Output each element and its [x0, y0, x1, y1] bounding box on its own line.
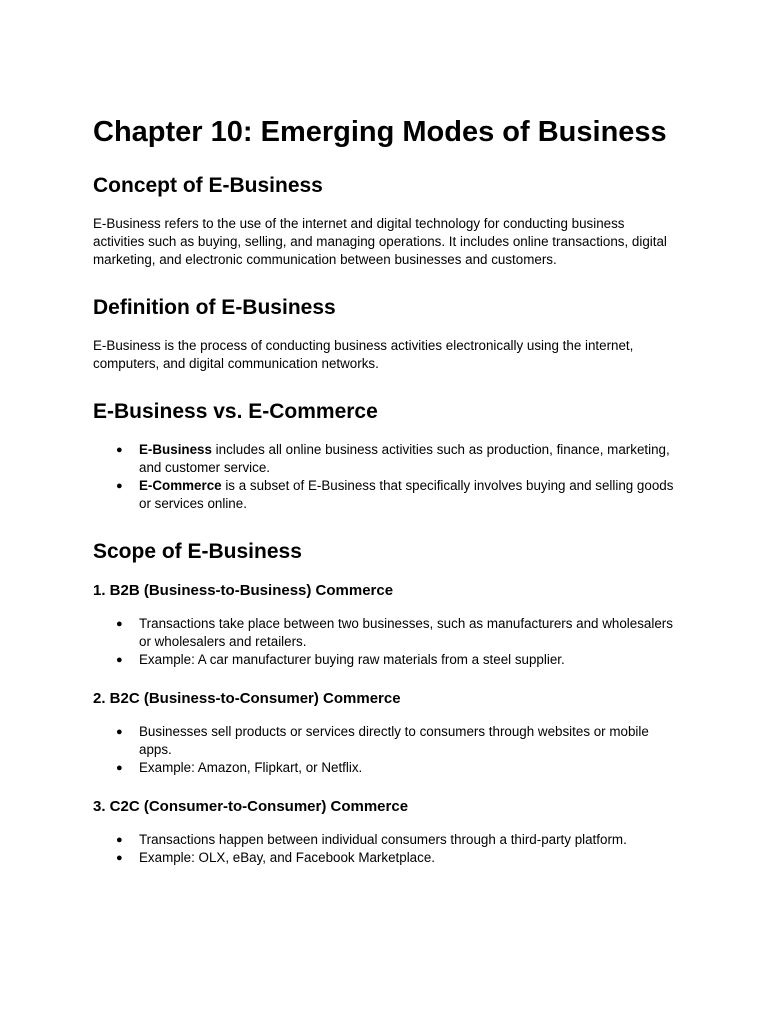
bullet-icon: ●	[116, 444, 123, 456]
list-item	[93, 615, 675, 651]
c2c-list	[93, 831, 675, 867]
bullet-icon: ●	[116, 480, 123, 492]
term-label: E-Business	[139, 442, 212, 457]
definition-paragraph: E-Business is the process of conducting business activities electronically using the internet, computers, and digital communication networks.	[93, 338, 634, 371]
list-item-text: Example: Amazon, Flipkart, or Netflix.	[139, 760, 363, 775]
b2b-heading: 1. B2B (Business-to-Business) Commerce	[93, 582, 394, 599]
page-title: Chapter 10: Emerging Modes of Business	[93, 116, 667, 148]
versus-heading: E-Business vs. E-Commerce	[93, 400, 378, 423]
list-item	[93, 849, 675, 867]
list-item-text: Transactions take place between two businesses, such as manufacturers and wholesalers or wholesalers and retailers.	[139, 616, 673, 649]
list-item	[93, 723, 675, 759]
c2c-heading: 3. C2C (Consumer-to-Consumer) Commerce	[93, 798, 409, 815]
list-item	[93, 831, 675, 849]
scope-heading: Scope of E-Business	[93, 540, 302, 563]
concept-paragraph: E-Business refers to the use of the internet and digital technology for conducting business activities such as buying, selling, and managing operations. It includes online transactions, digital marketing, and electronic communication between businesses and customers.	[93, 216, 667, 267]
term-description: is a subset of E-Business that specifically involves buying and selling goods or services online.	[139, 478, 674, 511]
list-item-text: Example: OLX, eBay, and Facebook Marketplace.	[139, 850, 435, 865]
term-label: E-Commerce	[139, 478, 222, 493]
bullet-icon: ●	[116, 654, 123, 666]
b2c-list	[93, 723, 675, 777]
concept-heading: Concept of E-Business	[93, 174, 323, 197]
definition-heading: Definition of E-Business	[93, 296, 336, 319]
list-item	[93, 651, 675, 669]
list-item	[93, 477, 675, 513]
list-item-text: Example: A car manufacturer buying raw materials from a steel supplier.	[139, 652, 565, 667]
b2b-list	[93, 615, 675, 669]
bullet-icon: ●	[116, 726, 123, 738]
list-item	[93, 759, 675, 777]
bullet-icon: ●	[116, 834, 123, 846]
bullet-icon: ●	[116, 618, 123, 630]
list-item	[93, 441, 675, 477]
bullet-icon: ●	[116, 762, 123, 774]
term-description: includes all online business activities such as production, finance, marketing, and customer service.	[139, 442, 670, 475]
list-item-text: Businesses sell products or services directly to consumers through websites or mobile apps.	[139, 724, 649, 757]
bullet-icon: ●	[116, 852, 123, 864]
b2c-heading: 2. B2C (Business-to-Consumer) Commerce	[93, 690, 401, 707]
list-item-text: Transactions happen between individual consumers through a third-party platform.	[139, 832, 627, 847]
versus-list	[93, 441, 675, 513]
